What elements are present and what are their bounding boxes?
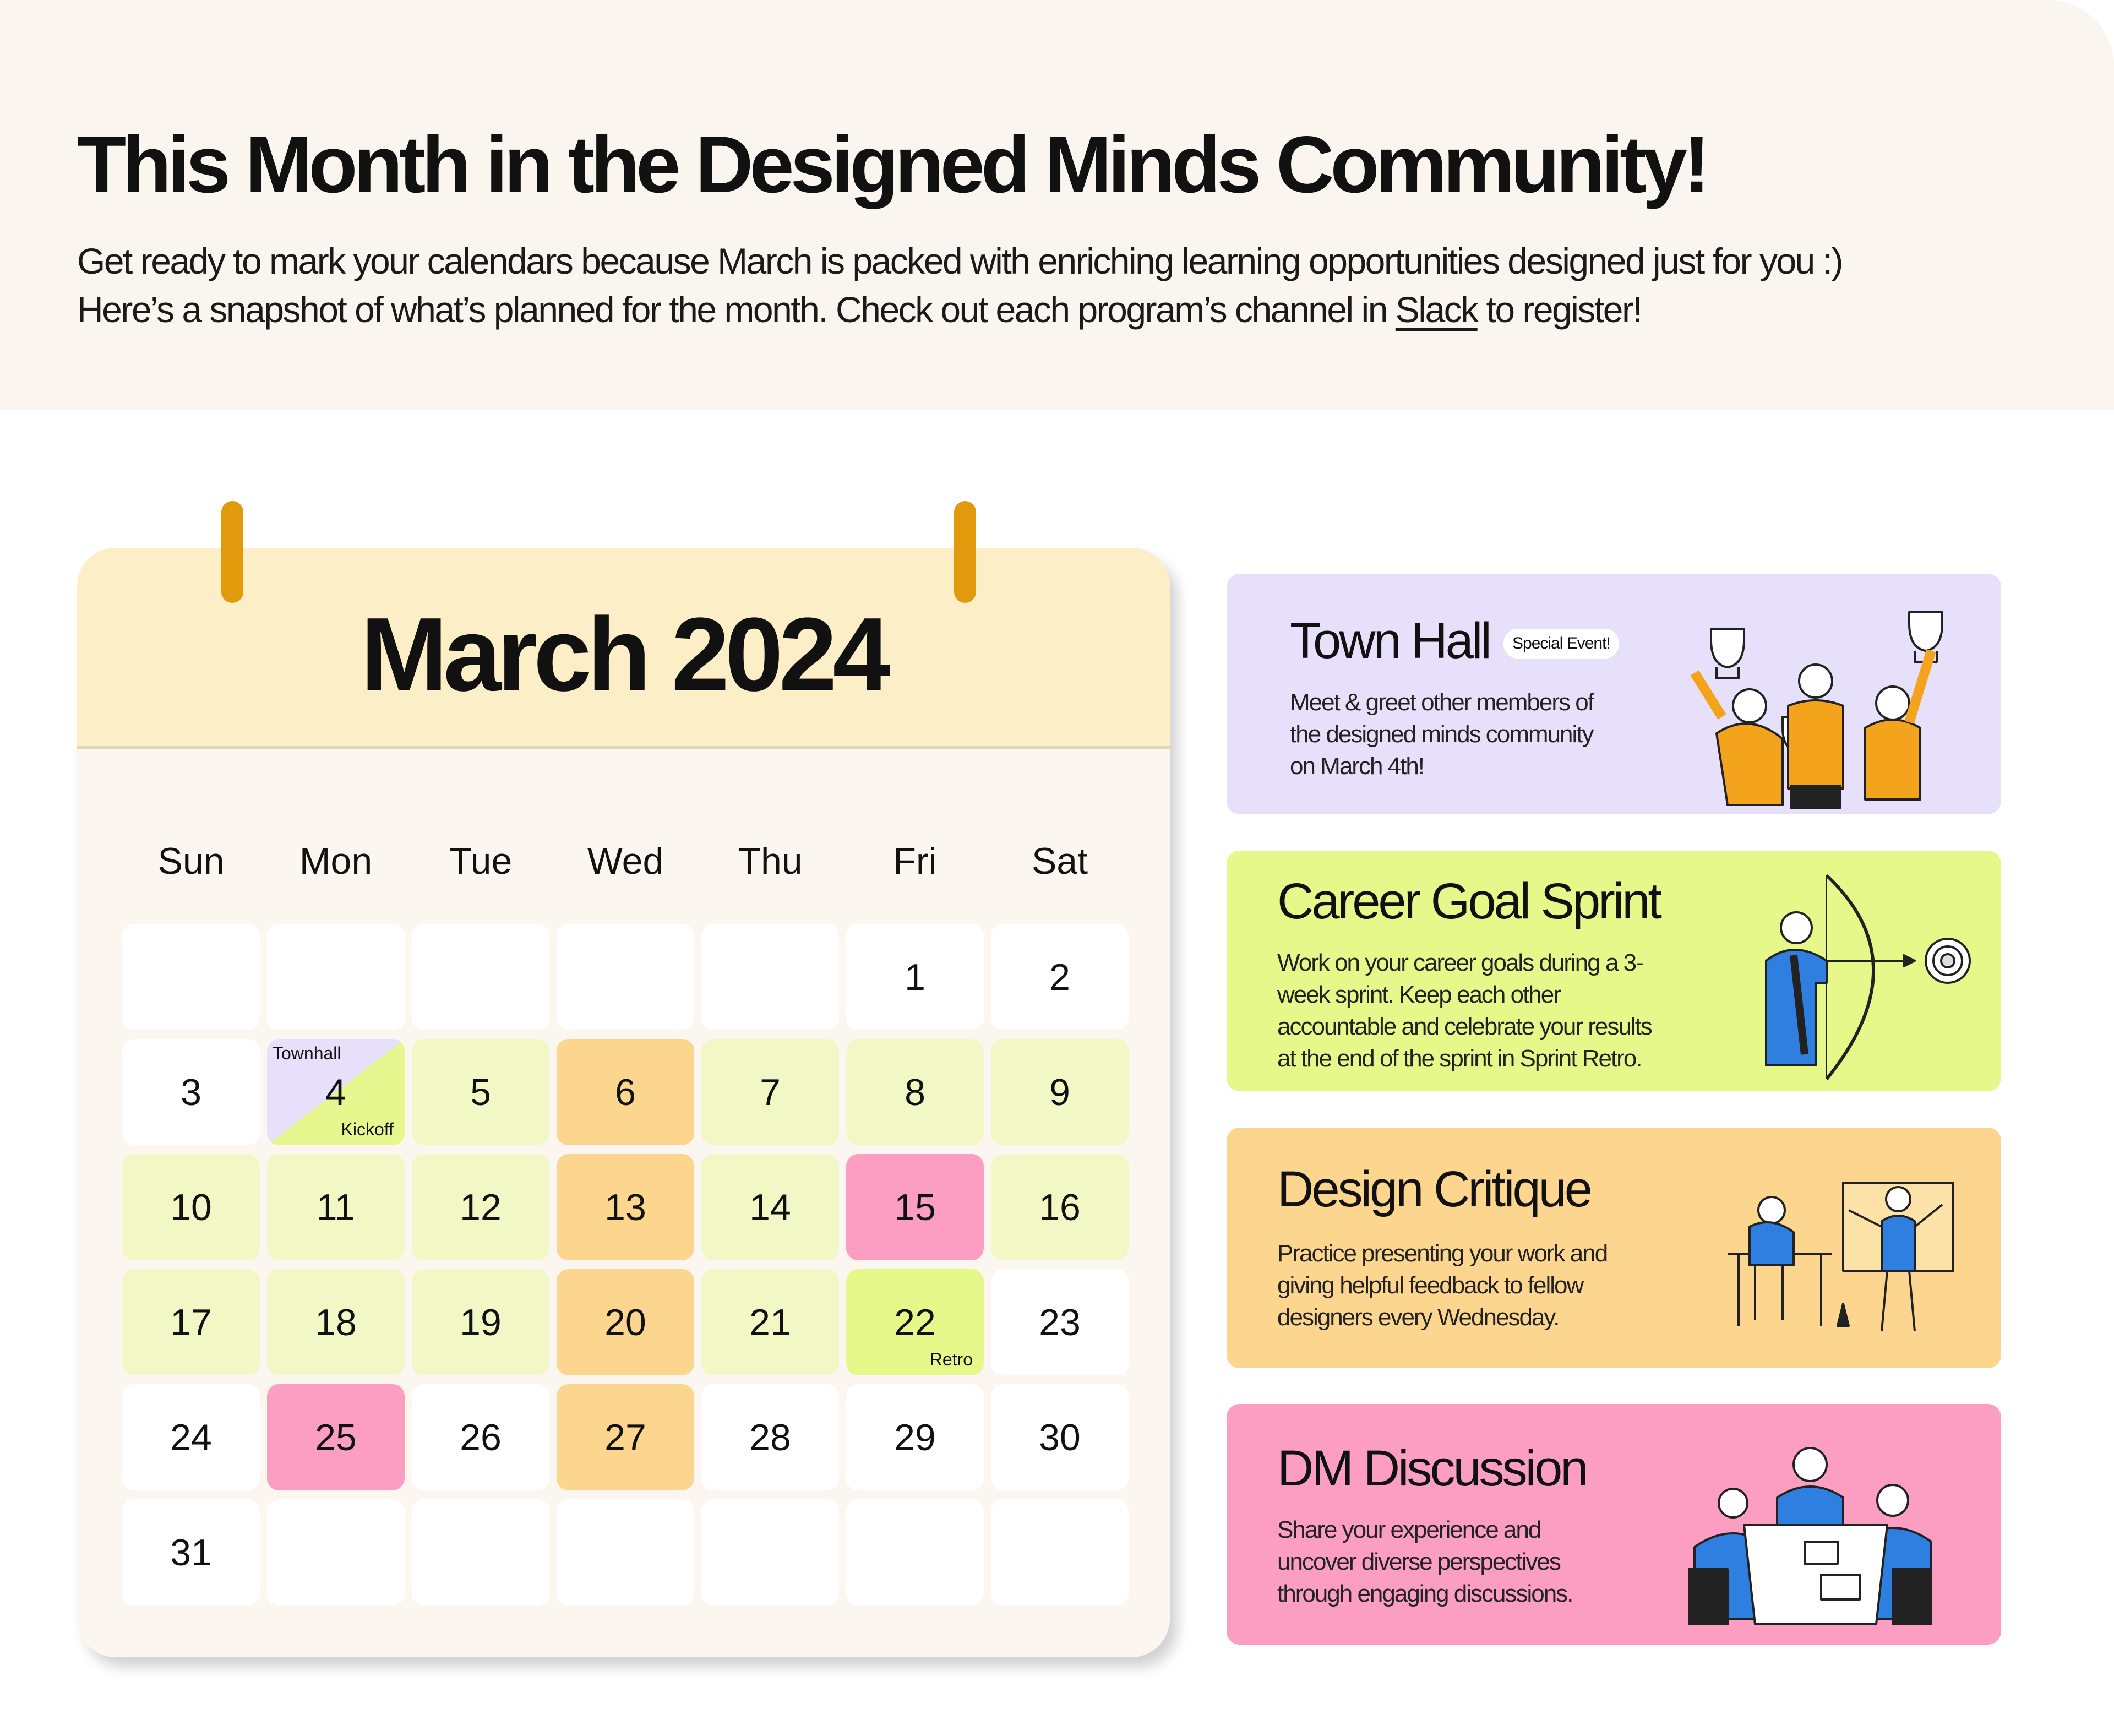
weekday-label: Tue xyxy=(449,840,513,882)
event-card-career-goal-sprint[interactable] xyxy=(1227,851,2001,1091)
calendar-day-number: 3 xyxy=(181,1071,201,1113)
discussion-table-icon xyxy=(1683,1437,1937,1630)
intro-line-2-post: to register! xyxy=(1477,289,1642,330)
calendar-day-cell[interactable] xyxy=(991,1154,1129,1260)
calendar-day-cell[interactable] xyxy=(122,1154,260,1260)
calendar-day-cell[interactable] xyxy=(557,1154,694,1260)
calendar-day-cell[interactable] xyxy=(846,1039,984,1145)
calendar-day-number: 30 xyxy=(1039,1416,1081,1459)
event-description-line: Practice presenting your work and xyxy=(1277,1240,1608,1267)
calendar-empty-cell xyxy=(701,1499,839,1606)
calendar-day-cell[interactable] xyxy=(557,1269,694,1375)
event-description-line: the designed minds community xyxy=(1290,721,1593,748)
intro-line-2-pre: Here’s a snapshot of what’s planned for the month. Check out each program’s channel in xyxy=(77,289,1396,330)
calendar-day-cell[interactable] xyxy=(846,1154,984,1260)
calendar-day-cell[interactable] xyxy=(122,1499,260,1606)
calendar-day-number: 12 xyxy=(460,1186,502,1228)
calendar-empty-cell xyxy=(267,924,405,1030)
calendar-day-cell[interactable] xyxy=(701,1039,839,1145)
calendar-day-cell[interactable] xyxy=(991,1039,1129,1145)
calendar-day-number: 21 xyxy=(749,1301,791,1343)
calendar-day-number: 19 xyxy=(460,1301,502,1343)
calendar-empty-cell xyxy=(557,924,694,1030)
calendar-day-cell[interactable] xyxy=(846,1384,984,1490)
weekday-label: Mon xyxy=(299,840,373,882)
weekday-label: Sat xyxy=(1031,840,1088,882)
calendar-day-number: 9 xyxy=(1049,1071,1070,1113)
event-title: Design Critique xyxy=(1277,1161,1590,1217)
event-description-line: uncover diverse perspectives xyxy=(1277,1548,1560,1575)
calendar-empty-cell xyxy=(557,1499,694,1606)
calendar-day-cell[interactable] xyxy=(412,1039,549,1145)
calendar-day-number: 20 xyxy=(604,1301,646,1343)
event-description-line: through engaging discussions. xyxy=(1277,1580,1573,1607)
calendar-day-number: 31 xyxy=(170,1531,212,1574)
event-title: DM Discussion xyxy=(1277,1440,1587,1496)
calendar-day-number: 28 xyxy=(749,1416,791,1459)
calendar-day-number: 8 xyxy=(905,1071,925,1113)
calendar-day-cell[interactable] xyxy=(557,1039,694,1145)
calendar-empty-cell xyxy=(412,1499,549,1606)
calendar-day-number: 18 xyxy=(315,1301,357,1343)
calendar-day-cell[interactable] xyxy=(267,1269,405,1375)
event-description xyxy=(1277,1514,1572,1610)
event-description-line: designers every Wednesday. xyxy=(1277,1304,1559,1331)
weekday-label: Thu xyxy=(738,840,803,882)
calendar-day-number: 6 xyxy=(615,1071,636,1113)
calendar-empty-cell xyxy=(267,1499,405,1606)
calendar-day-number: 13 xyxy=(604,1186,646,1228)
calendar-day-number: 29 xyxy=(894,1416,936,1459)
calendar-day-cell[interactable] xyxy=(846,1269,984,1375)
townhall-label: Townhall xyxy=(273,1043,341,1063)
calendar-day-number: 1 xyxy=(905,956,925,998)
calendar-day-cell[interactable] xyxy=(991,924,1129,1030)
event-title: Career Goal Sprint xyxy=(1277,873,1660,929)
header-banner xyxy=(0,0,2114,410)
weekday-label: Sun xyxy=(157,840,225,882)
calendar-day-number: 14 xyxy=(749,1186,791,1228)
event-card-town-hall[interactable] xyxy=(1227,574,2001,814)
calendar-empty-cell xyxy=(991,1499,1129,1606)
calendar-day-cell[interactable] xyxy=(412,1154,549,1260)
calendar-day-cell[interactable] xyxy=(122,1269,260,1375)
calendar-day-cell[interactable] xyxy=(701,1154,839,1260)
retro-label: Retro xyxy=(929,1349,973,1369)
calendar-empty-cell xyxy=(122,924,260,1030)
calendar-day-number: 15 xyxy=(894,1186,936,1228)
special-event-badge: Special Event! xyxy=(1503,629,1619,659)
event-description-line: accountable and celebrate your results xyxy=(1277,1013,1652,1040)
binder-ring-icon xyxy=(954,501,976,603)
calendar-day-number: 7 xyxy=(760,1071,781,1113)
calendar-day-cell[interactable] xyxy=(412,1384,549,1490)
calendar-day-number: 24 xyxy=(170,1416,212,1459)
calendar-day-number: 10 xyxy=(170,1186,212,1228)
presentation-icon xyxy=(1722,1177,1964,1342)
archer-target-icon xyxy=(1744,873,1975,1082)
calendar-day-number: 23 xyxy=(1039,1301,1081,1343)
event-card-dm-discussion[interactable] xyxy=(1227,1404,2001,1645)
intro-text xyxy=(77,237,1842,334)
event-description-line: Meet & greet other members of xyxy=(1290,689,1593,716)
event-description xyxy=(1290,687,1593,782)
event-description-line: Work on your career goals during a 3- xyxy=(1277,949,1643,976)
weekday-label: Fri xyxy=(893,840,937,882)
calendar-day-number: 25 xyxy=(315,1416,357,1459)
calendar-empty-cell xyxy=(701,924,839,1030)
calendar-day-number: 11 xyxy=(316,1186,356,1228)
calendar-day-number: 17 xyxy=(170,1301,212,1343)
calendar-empty-cell xyxy=(846,1499,984,1606)
calendar-day-number: 27 xyxy=(604,1416,646,1459)
calendar-day-cell[interactable] xyxy=(846,924,984,1030)
calendar-day-number: 2 xyxy=(1049,956,1070,998)
calendar-day-cell[interactable] xyxy=(267,1039,405,1145)
event-description-line: on March 4th! xyxy=(1290,753,1424,780)
calendar-month-title: March 2024 xyxy=(360,596,887,713)
page-title: This Month in the Designed Minds Community! xyxy=(77,119,1707,209)
event-description xyxy=(1277,947,1652,1075)
calendar-day-cell[interactable] xyxy=(267,1154,405,1260)
calendar-day-number: 22 xyxy=(894,1301,936,1343)
calendar-day-cell[interactable] xyxy=(701,1384,839,1490)
event-description-line: week sprint. Keep each other xyxy=(1277,981,1560,1008)
calendar-day-cell[interactable] xyxy=(412,1269,549,1375)
trophy-team-icon xyxy=(1667,590,1975,810)
event-description-line: Share your experience and xyxy=(1277,1516,1541,1543)
binder-ring-icon xyxy=(221,501,243,603)
calendar-day-cell[interactable] xyxy=(557,1384,694,1490)
event-card-design-critique[interactable] xyxy=(1227,1128,2001,1368)
intro-line-1: Get ready to mark your calendars because March is packed with enriching learning opportunities designed just for you :) xyxy=(77,241,1843,281)
calendar-day-number: 4 xyxy=(325,1071,346,1113)
kickoff-label: Kickoff xyxy=(341,1119,394,1139)
calendar-day-cell[interactable] xyxy=(991,1269,1129,1375)
event-description-line: giving helpful feedback to fellow xyxy=(1277,1272,1583,1299)
intro-line-2 xyxy=(77,285,1842,334)
weekday-label: Wed xyxy=(587,840,664,882)
event-description xyxy=(1277,1238,1607,1334)
slack-link[interactable]: Slack xyxy=(1395,289,1478,330)
calendar-day-number: 26 xyxy=(460,1416,502,1459)
calendar-empty-cell xyxy=(412,924,549,1030)
calendar-day-cell[interactable] xyxy=(122,1039,260,1145)
calendar-day-cell[interactable] xyxy=(122,1384,260,1490)
calendar-day-number: 5 xyxy=(470,1071,491,1113)
event-description-line: at the end of the sprint in Sprint Retro. xyxy=(1277,1045,1642,1072)
event-title: Town Hall xyxy=(1290,613,1490,669)
calendar-day-cell[interactable] xyxy=(991,1384,1129,1490)
calendar-day-cell[interactable] xyxy=(701,1269,839,1375)
calendar-day-cell[interactable] xyxy=(267,1384,405,1490)
calendar-day-number: 16 xyxy=(1039,1186,1081,1228)
